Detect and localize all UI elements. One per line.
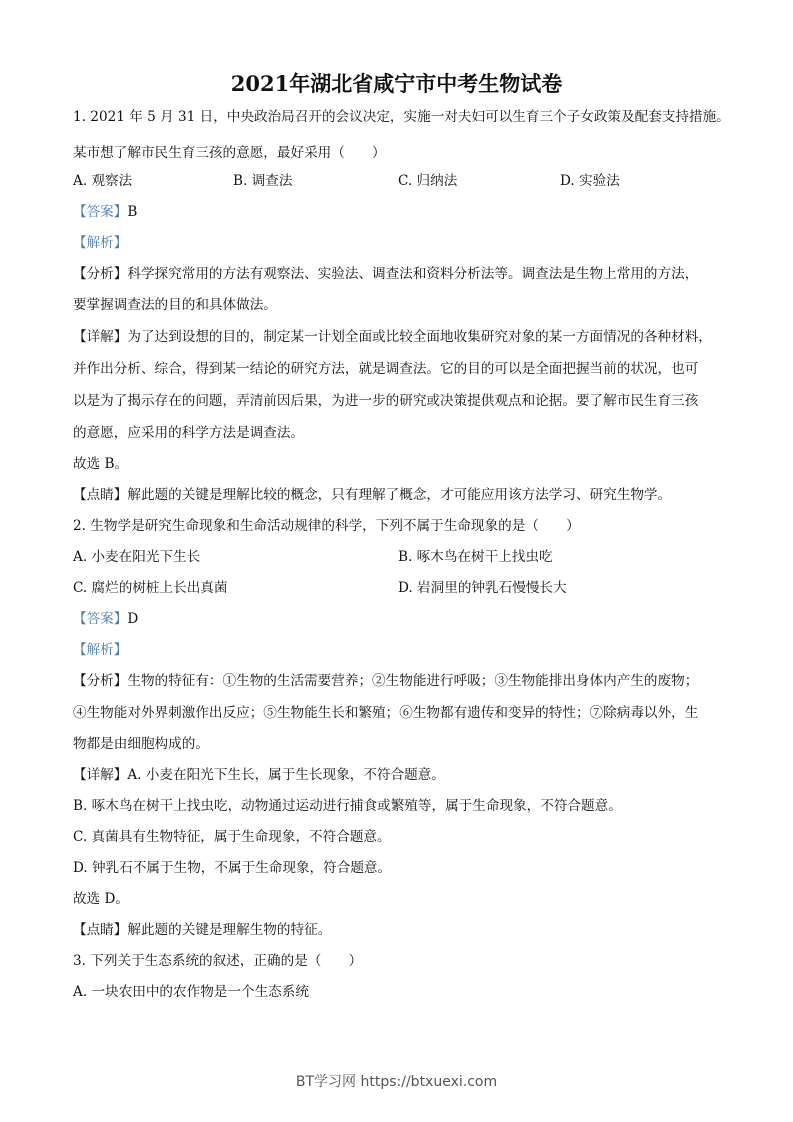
answer-label: 【答案】 [73,204,128,220]
q2-detail-line2: B. 啄木鸟在树干上找虫吃，动物通过运动进行捕食或繁殖等，属于生命现象，不符合题意。 [73,798,622,814]
q1-option-c: C. 归纳法 [398,173,458,189]
fenxi-label: 【分析】 [73,266,128,282]
q1-answer [73,203,137,221]
q1-detail-line4: 的意愿，应采用的科学方法是调查法。 [73,425,305,441]
fenxi-label: 【分析】 [73,673,128,689]
q2-fenxi-line2: ④生物能对外界刺激作出反应；⑤生物能生长和繁殖；⑥生物都有遗传和变异的特性；⑦除病毒以外，生 [73,705,699,721]
q2-dianjing [73,921,331,939]
q2-detail-line4: D. 钟乳石不属于生物，不属于生命现象，符合题意。 [73,860,392,876]
q1-detail-line3: 以是为了揭示存在的问题，弄清前因后果，为进一步的研究或决策提供观点和论据。要了解市民生育三孩 [73,393,699,409]
q2-fenxi-line3: 物都是由细胞构成的。 [73,736,209,752]
dianjing-label: 【点睛】 [73,487,128,503]
q1-answer-value: B [127,204,138,220]
answer-label: 【答案】 [73,611,128,627]
q1-conclusion: 故选 B。 [73,456,129,472]
q1-detail-line2: 并作出分析、综合，得到某一结论的研究方法，就是调查法。它的目的可以是全面把握当前的状况，也可 [73,361,699,377]
analysis-label: 【解析】 [73,642,128,658]
q1-fenxi-text1: 科学探究常用的方法有观察法、实验法、调查法和资料分析法等。调查法是生物上常用的方法， [127,266,699,282]
q2-option-a: A. 小麦在阳光下生长 [73,549,201,565]
q2-option-c: C. 腐烂的树桩上长出真菌 [73,580,228,596]
q3-option-a: A. 一块农田中的农作物是一个生态系统 [73,984,309,1000]
q2-answer [73,610,138,628]
q1-analysis-heading [73,234,127,252]
q1-stem-line2: 某市想了解市民生育三孩的意愿，最好采用（ ） [73,145,386,161]
q1-option-b: B. 调查法 [233,173,293,189]
q1-stem-line1: 1. 2021 年 5 月 31 日，中央政治局召开的会议决定，实施一对夫妇可以生育三个子女政策及配套支持措施。 [73,109,730,125]
footer-watermark: BT学习网 https://btxuexi.com [295,1074,498,1090]
dianjing-label: 【点睛】 [73,922,128,938]
q2-fenxi-text1: 生物的特征有：①生物的生活需要营养；②生物能进行呼吸；③生物能排出身体内产生的废物； [127,673,699,689]
q2-option-d: D. 岩洞里的钟乳石慢慢长大 [398,580,567,596]
q2-detail-line1 [73,766,445,784]
detail-label: 【详解】 [73,767,128,783]
detail-label: 【详解】 [73,329,128,345]
q1-detail-line1 [73,328,712,346]
q1-dianjing-text: 解此题的关键是理解比较的概念，只有理解了概念，才可能应用该方法学习、研究生物学。 [127,487,672,503]
q2-conclusion: 故选 D。 [73,891,130,907]
q2-dianjing-text: 解此题的关键是理解生物的特征。 [127,922,332,938]
q3-stem: 3. 下列关于生态系统的叙述，正确的是（ ） [73,953,363,969]
q2-option-b: B. 啄木鸟在树干上找虫吃 [398,549,553,565]
q2-fenxi-line1 [73,672,698,690]
q1-fenxi-line1 [73,265,698,283]
analysis-label: 【解析】 [73,235,128,251]
q2-answer-value: D [127,611,139,627]
q2-detail-line3: C. 真菌具有生物特征，属于生命现象，不符合题意。 [73,829,391,845]
q2-analysis-heading [73,641,127,659]
q1-option-a: A. 观察法 [73,173,133,189]
q1-dianjing [73,486,671,504]
q1-detail-text1: 为了达到设想的目的，制定某一计划全面或比较全面地收集研究对象的某一方面情况的各种材料， [127,329,712,345]
q1-option-d: D. 实验法 [560,173,620,189]
page-title: 2021年湖北省咸宁市中考生物试卷 [230,71,563,96]
q2-detail-text1: A. 小麦在阳光下生长，属于生长现象，不符合题意。 [127,767,445,783]
q2-stem: 2. 生物学是研究生命现象和生命活动规律的科学，下列不属于生命现象的是（ ） [73,518,580,534]
q1-fenxi-line2: 要掌握调查法的目的和具体做法。 [73,297,277,313]
